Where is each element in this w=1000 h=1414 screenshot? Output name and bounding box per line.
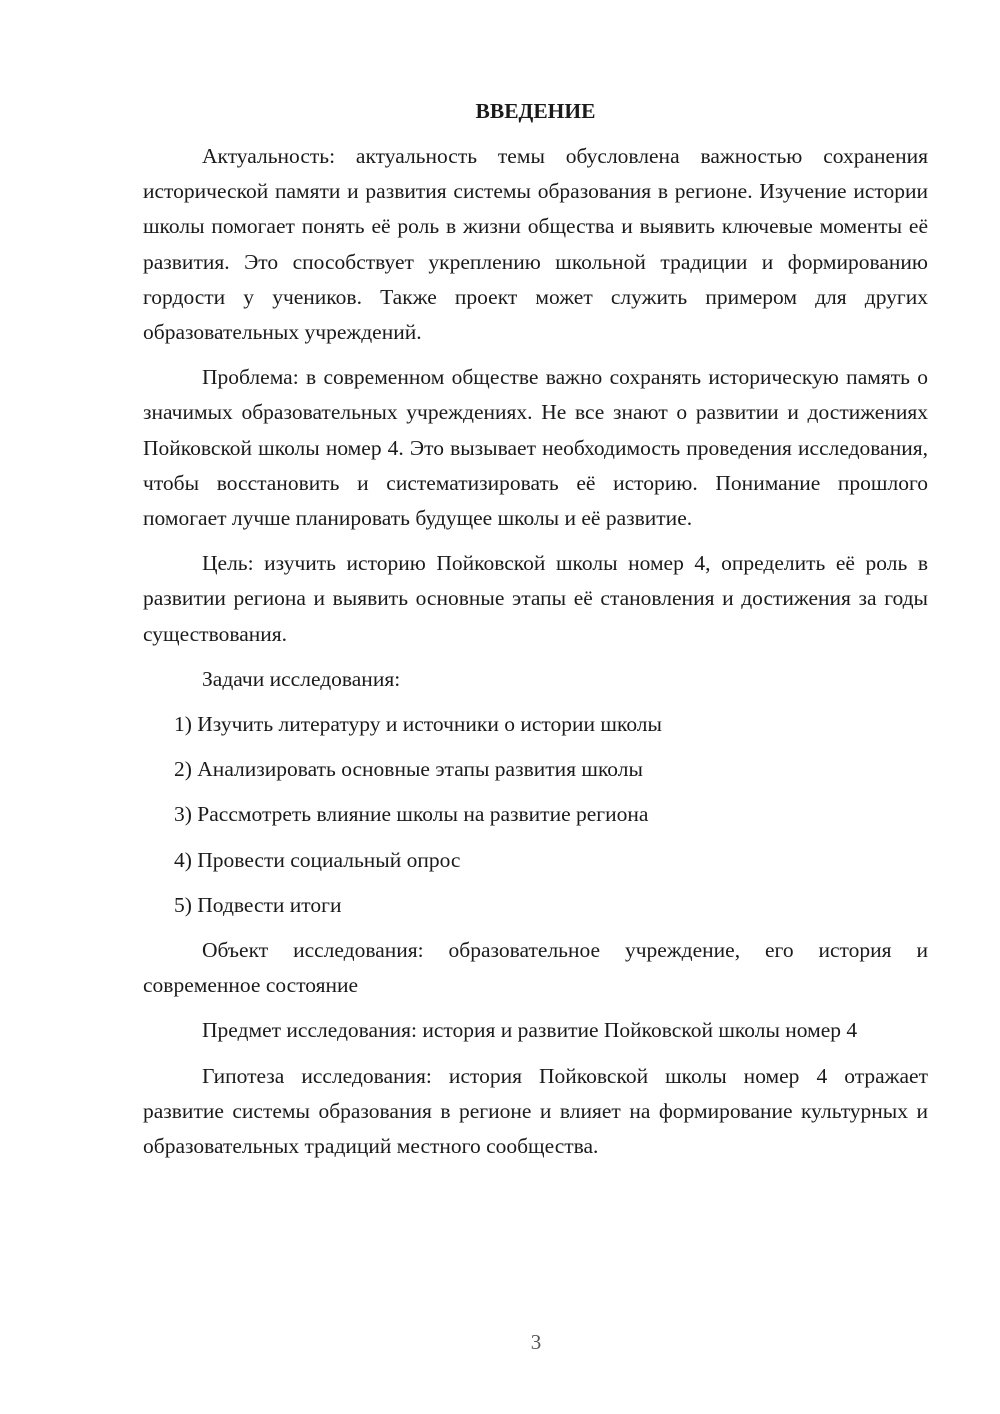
list-item: 4) Провести социальный опрос bbox=[174, 847, 461, 872]
page-title: ВВЕДЕНИЕ bbox=[475, 99, 596, 123]
list-item: 3) Рассмотреть влияние школы на развитие региона bbox=[174, 802, 649, 827]
document-body bbox=[143, 94, 928, 1164]
list-item: 2) Анализировать основные этапы развития школы bbox=[174, 757, 643, 782]
problem-paragraph: Проблема: в современном обществе важно сохранять историческую память о значимых образовательных учреждениях. Не все знают о развитии и достижениях Пойковской школы номер 4. Это вызывает необходимость проведения исследования, чтобы восстановить и систематизировать её историю. Понимание прошлого помогает лучше планировать будущее школы и её развитие. bbox=[143, 365, 928, 531]
tasks-heading: Задачи исследования: bbox=[202, 666, 401, 691]
goal-paragraph: Цель: изучить историю Пойковской школы номер 4, определить её роль в развитии региона и выявить основные этапы её становления и достижения за годы существования. bbox=[143, 551, 928, 646]
list-item: 1) Изучить литературу и источники о истории школы bbox=[174, 712, 662, 737]
object-paragraph: Объект исследования: образовательное учреждение, его история и современное состояние bbox=[143, 938, 928, 998]
page-number: 3 bbox=[530, 1330, 542, 1354]
subject-paragraph: Предмет исследования: история и развитие Пойковской школы номер 4 bbox=[202, 1018, 858, 1043]
hypothesis-paragraph: Гипотеза исследования: история Пойковской школы номер 4 отражает развитие системы образования в регионе и влияет на формирование культурных и образовательных традиций местного сообщества. bbox=[143, 1063, 928, 1159]
relevance-paragraph: Актуальность: актуальность темы обусловлена важностью сохранения исторической памяти и развития системы образования в регионе. Изучение истории школы помогает понять её роль в жизни общества и выявить ключевые моменты её развития. Это способствует укреплению школьной традиции и формированию гордости у учеников. Также проект может служить примером для других образовательных учреждений. bbox=[143, 144, 928, 345]
tasks-list bbox=[143, 707, 928, 923]
list-item: 5) Подвести итоги bbox=[174, 892, 342, 917]
